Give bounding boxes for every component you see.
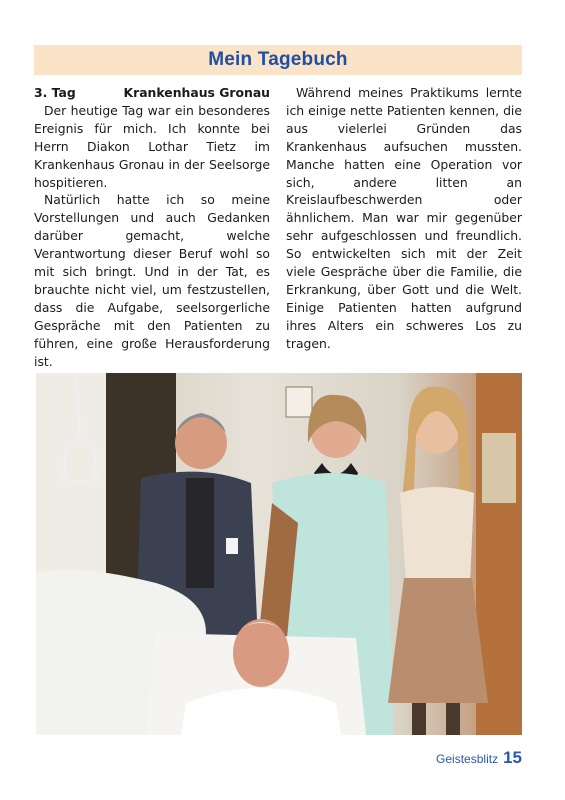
section-place: Krankenhaus Gronau — [123, 85, 270, 100]
wall-sign — [286, 387, 312, 417]
page-number: 15 — [503, 748, 522, 767]
article-column-right — [286, 84, 522, 353]
cabinet-items — [482, 433, 516, 503]
magazine-name: Geistesblitz — [436, 752, 499, 766]
paragraph: Während meines Praktikums lernte ich einige nette Patienten kennen, die aus vielerlei Gründen das Krankenhaus aufsuchen mussten. Manche hatten eine Operation vor sich, andere litten an Kreislaufbeschwerden oder ähnlichem. Man war mir gegenüber sehr aufgeschlossen und freundlich. So entwickelten sich mit der Zeit viele Gespräche über die Familie, die Erkrankung, über Gott und die Welt. Einige Patienten hatten aufgrund ihres Alters ein schweres Los zu tragen. — [286, 85, 522, 351]
woman-right-skirt — [388, 578, 488, 703]
hospital-room-illustration — [36, 373, 522, 735]
paragraph: Natürlich hatte ich so meine Vorstellungen und auch Gedanken darüber gemacht, welche Verantwortung dieser Beruf wohl so mit sich bringt. Und in der Tat, es brauchte nicht viel, um festzustellen, dass die Aufgabe, seelsorgerliche Gespräche mit den Patienten zu führen, eine große Herausforderung ist. — [34, 192, 270, 369]
woman-right-top — [400, 487, 474, 583]
page-title: Mein Tagebuch — [208, 49, 348, 70]
article-column-left — [34, 84, 270, 371]
patient-head — [233, 619, 289, 687]
page-footer — [436, 748, 522, 768]
page-header-bar — [34, 45, 522, 75]
paragraph: Der heutige Tag war ein besonderes Ereignis für mich. Ich konnte bei Herrn Diakon Lothar Tietz im Krankenhaus Gronau in der Seelsorge hospitieren. — [34, 102, 270, 190]
article-photo — [36, 373, 522, 735]
section-heading — [34, 84, 270, 102]
section-day: 3. Tag — [34, 85, 76, 100]
